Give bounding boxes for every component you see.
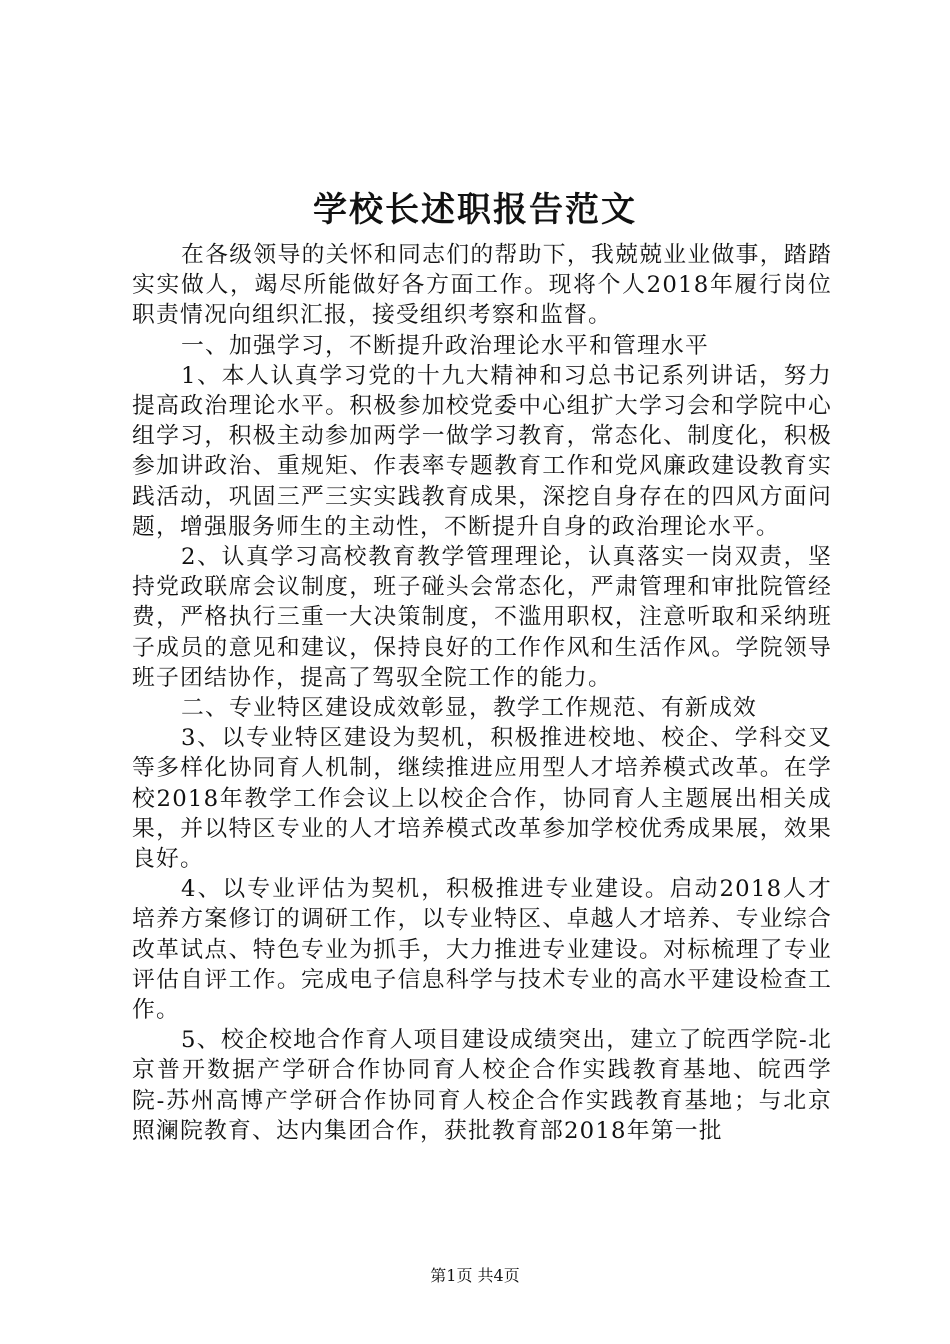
paragraph-item-2: 2、认真学习高校教育教学管理理论，认真落实一岗双责，坚持党政联席会议制度，班子碰头会常态化，严肃管理和审批院管经费，严格执行三重一大决策制度，不滥用职权，注意听取和采纳班子成员的意见和建议，保持良好的工作作风和生活作风。学院领导班子团结协作，提高了驾驭全院工作的能力。 <box>132 544 832 691</box>
paragraph-item-1: 1、本人认真学习党的十九大精神和习总书记系列讲话，努力提高政治理论水平。积极参加校党委中心组扩大学习会和学院中心组学习，积极主动参加两学一做学习教育，常态化、制度化，积极参加讲政治、重规矩、作表率专题教育工作和党风廉政建设教育实践活动，巩固三严三实实践教育成果，深挖自身存在的四风方面问题，增强服务师生的主动性，不断提升自身的政治理论水平。 <box>132 362 832 540</box>
paragraph-intro: 在各级领导的关怀和同志们的帮助下，我兢兢业业做事，踏踏实实做人，竭尽所能做好各方面工作。现将个人2018年履行岗位职责情况向组织汇报，接受组织考察和监督。 <box>132 242 832 329</box>
document-body <box>132 240 832 1146</box>
section-heading-2: 二、专业特区建设成效彰显，教学工作规范、有新成效 <box>181 695 757 722</box>
paragraph-item-4: 4、以专业评估为契机，积极推进专业建设。启动2018人才培养方案修订的调研工作，以专业特区、卓越人才培养、专业综合改革试点、特色专业为抓手，大力推进专业建设。对标梳理了专业评估自评工作。完成电子信息科学与技术专业的高水平建设检查工作。 <box>132 876 832 1024</box>
paragraph-item-3: 3、以专业特区建设为契机，积极推进校地、校企、学科交叉等多样化协同育人机制，继续推进应用型人才培养模式改革。在学校2018年教学工作会议上以校企合作，协同育人主题展出相关成果，并以特区专业的人才培养模式改革参加学校优秀成果展，效果良好。 <box>132 725 832 873</box>
paragraph-item-5: 5、校企校地合作育人项目建设成绩突出，建立了皖西学院-北京普开数据产学研合作协同育人校企合作实践教育基地、皖西学院-苏州高博产学研合作协同育人校企合作实践教育基地；与北京照澜院教育、达内集团合作，获批教育部2018年第一批 <box>132 1027 832 1144</box>
page-footer <box>0 1265 950 1287</box>
section-heading-1: 一、加强学习，不断提升政治理论水平和管理水平 <box>181 332 709 359</box>
document-title: 学校长述职报告范文 <box>313 190 637 230</box>
page-number: 第1页 共4页 <box>430 1266 520 1285</box>
